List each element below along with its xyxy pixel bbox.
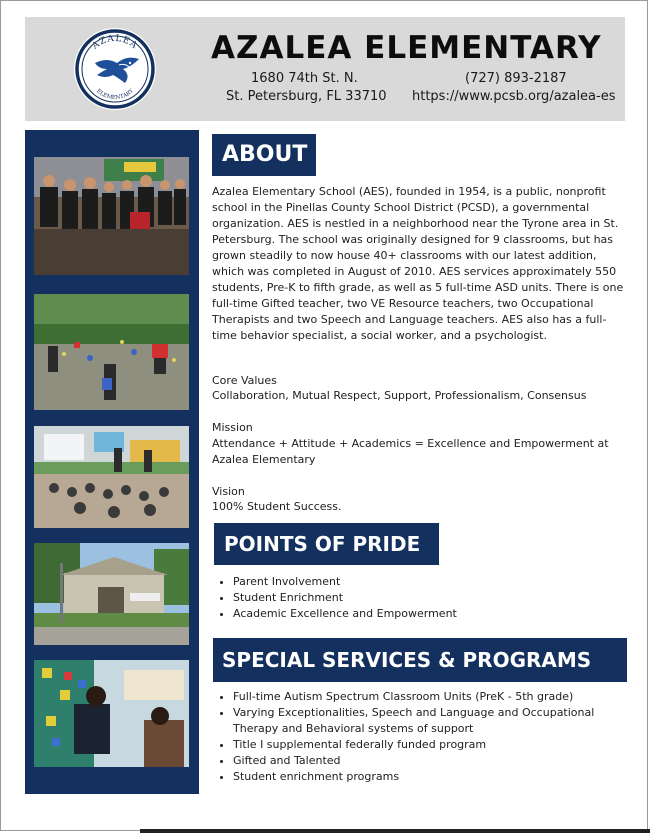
svg-text:ELEMENTARY: ELEMENTARY <box>95 88 135 102</box>
photo-school-building <box>34 543 189 645</box>
list-item: • Parent Involvement <box>233 574 633 590</box>
phone-number: (727) 893-2187 <box>465 71 567 86</box>
core-values-text: Collaboration, Mutual Respect, Support, Professionalism, Consensus <box>212 389 587 402</box>
svg-text:AZALEA: AZALEA <box>90 33 140 52</box>
mission-label: Mission <box>212 421 253 434</box>
school-name: AZALEA ELEMENTARY <box>211 30 602 66</box>
special-services-heading: SPECIAL SERVICES & PROGRAMS <box>213 638 627 682</box>
list-item: • Title I supplemental federally funded program <box>233 737 627 753</box>
photo-sidebar <box>25 130 199 794</box>
school-logo <box>73 27 157 111</box>
list-item: • Academic Excellence and Empowerment <box>233 606 633 622</box>
points-of-pride-list <box>215 574 633 622</box>
photo-assembly <box>34 426 189 528</box>
list-item: • Varying Exceptionalities, Speech and Language and Occupational Therapy and Behavioral systems of support <box>233 705 627 737</box>
bottom-edge-strip <box>140 829 650 833</box>
photo-students-group <box>34 157 189 275</box>
core-values-label: Core Values <box>212 374 277 387</box>
about-heading: ABOUT <box>212 134 316 176</box>
mission-text: Attendance + Attitude + Academics = Excellence and Empowerment at Azalea Elementary <box>212 437 609 466</box>
list-item: • Student Enrichment <box>233 590 633 606</box>
vision-text: 100% Student Success. <box>212 500 342 513</box>
special-services-list <box>215 689 627 785</box>
address-line-1: 1680 74th St. N. <box>251 71 358 86</box>
header-banner <box>25 17 625 121</box>
list-item: • Full-time Autism Spectrum Classroom Units (PreK - 5th grade) <box>233 689 627 705</box>
vision-label: Vision <box>212 485 245 498</box>
about-paragraph: Azalea Elementary School (AES), founded in 1954, is a public, nonprofit school in the Pinellas County School District (PCSD), a governmental organization. AES is nestled in a neighborhood near the Tyrone area in St. Petersburg. The school was originally designed for 9 classrooms, but has grown steadily to now house 40+ classrooms with our latest addition, which was completed in August of 2010. AES services approximately 550 students, Pre-K to fifth grade, as well as 5 full-time ASD units. There is one full-time Gifted teacher, two VE Resource teachers, two Occupational Therapists and two Speech and Language teachers. AES also has a full-time behavior specialist, a social worker, and a psychologist. <box>212 185 624 342</box>
photo-classroom <box>34 660 189 767</box>
website-link[interactable]: https://www.pcsb.org/azalea-es <box>412 89 616 104</box>
list-item: • Student enrichment programs <box>233 769 627 785</box>
eagle-emblem-icon <box>73 27 157 111</box>
points-of-pride-heading: POINTS OF PRIDE <box>214 523 439 565</box>
list-item: • Gifted and Talented <box>233 753 627 769</box>
photo-outdoor-event <box>34 294 189 410</box>
address-line-2: St. Petersburg, FL 33710 <box>226 89 387 104</box>
